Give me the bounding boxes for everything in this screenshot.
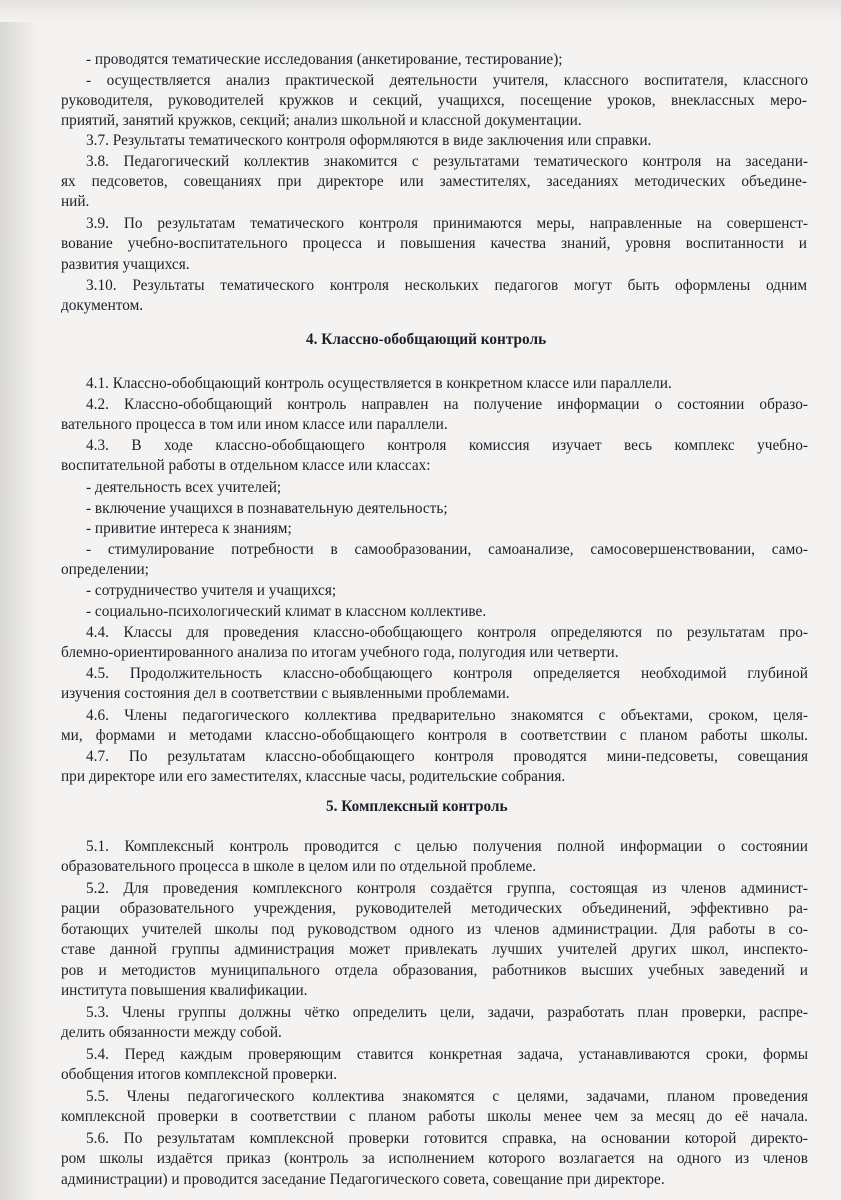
doc-line: - включение учащихся в познавательную деятельность; <box>86 500 448 517</box>
doc-line: определении; <box>61 561 149 578</box>
doc-line: ботающих учителей школы под руководством одного из членов администрации. Для работы в со- <box>61 921 808 938</box>
doc-line: воспитательной работы в отдельном классе или классах: <box>61 457 431 474</box>
doc-line: руководителя, руководителей кружков и секций, учащихся, посещение уроков, внеклассных меро- <box>61 92 807 109</box>
doc-line: документом. <box>61 297 144 314</box>
doc-line: 4.3. В ходе классно-обобщающего контроля комиссия изучает весь комплекс учебно- <box>86 437 808 454</box>
doc-line: ми, формами и методами классно-обобщающего контроля в соответствии с планом работы школы. <box>61 727 808 744</box>
doc-line: 3.7. Результаты тематического контроля оформляются в виде заключения или справки. <box>86 132 652 149</box>
doc-line: ром школы издаётся приказ (контроль за исполнением которого возлагается на одного из членов <box>61 1150 808 1167</box>
doc-line: ях педсоветов, совещаниях при директоре или заместителях, заседаниях методических объедине- <box>61 173 807 190</box>
doc-line: вательного процесса в том или ином классе или параллели. <box>61 416 448 433</box>
doc-line: 5.4. Перед каждым проверяющим ставится конкретная задача, устанавливаются сроки, формы <box>86 1046 808 1063</box>
doc-line: 5.6. По результатам комплексной проверки готовится справка, на основании которой директо- <box>86 1130 808 1147</box>
doc-line: развития учащихся. <box>61 256 190 273</box>
doc-line: приятий, занятий кружков, секций; анализ школьной и классной документации. <box>61 112 582 129</box>
section-4-heading: 4. Классно-обобщающий контроль <box>306 331 547 348</box>
doc-line: 3.8. Педагогический коллектив знакомится с результатами тематического контроля на заседани- <box>86 153 808 170</box>
doc-line: вование учебно-воспитательного процесса и повышения качества знаний, уровня воспитанности и <box>61 235 807 252</box>
doc-line: делить обязанности между собой. <box>61 1024 282 1041</box>
doc-line: 3.9. По результатам тематического контроля принимаются меры, направленные на совершенст- <box>86 215 808 232</box>
doc-line: 5.2. Для проведения комплексного контроля создаётся группа, состоящая из членов админист- <box>86 880 808 897</box>
doc-line: администрации) и проводится заседание Педагогического совета, совещание при директоре. <box>61 1171 665 1188</box>
doc-line: блемно-ориентированного анализа по итогам учебного года, полугодия или четверти. <box>61 644 619 661</box>
doc-line: 4.2. Классно-обобщающий контроль направлен на получение информации о состоянии образо- <box>86 396 808 413</box>
doc-line: - деятельность всех учителей; <box>86 479 282 496</box>
doc-line: 4.5. Продолжительность классно-обобщающего контроля определяется необходимой глубиной <box>86 665 808 682</box>
doc-line: - стимулирование потребности в самообразовании, самоанализе, самосовершенствовании, само- <box>86 541 808 558</box>
doc-line: 3.10. Результаты тематического контроля нескольких педагогов могут быть оформлены одним <box>86 277 807 294</box>
doc-line: образовательного процесса в школе в целом или по отдельной проблеме. <box>61 858 537 875</box>
doc-line: 5.3. Члены группы должны чётко определить цели, задачи, разработать план проверки, распре- <box>86 1004 808 1021</box>
doc-line: 4.1. Классно-обобщающий контроль осуществляется в конкретном классе или параллели. <box>86 375 672 392</box>
doc-line: при директоре или его заместителях, классные часы, родительские собрания. <box>61 768 566 785</box>
doc-line: - проводятся тематические исследования (анкетирование, тестирование); <box>86 51 563 68</box>
doc-line: 4.6. Члены педагогического коллектива предварительно знакомятся с объектами, сроком, целя- <box>86 707 808 724</box>
doc-line: 4.4. Классы для проведения классно-обобщающего контроля определяются по результатам про- <box>86 624 808 641</box>
doc-line: 5.5. Члены педагогического коллектива знакомятся с целями, задачами, планом проведения <box>86 1088 808 1105</box>
doc-line: - привитие интереса к знаниям; <box>86 520 292 537</box>
doc-line: 4.7. По результатам классно-обобщающего контроля проводятся мини-педсоветы, совещания <box>86 748 808 765</box>
doc-line: - сотрудничество учителя и учащихся; <box>86 582 337 599</box>
section-5-heading: 5. Комплексный контроль <box>326 798 508 815</box>
doc-line: комплексной проверки в соответствии с планом работы школы менее чем за месяц до её начала. <box>61 1108 808 1125</box>
doc-line: ставе данной группы администрация может привлекать лучших учителей других школ, инспекто- <box>61 941 808 958</box>
doc-line: рации образовательного учреждения, руководителей методических объединений, эффективно ра- <box>61 900 808 917</box>
doc-line: - социально-психологический климат в классном коллективе. <box>86 603 487 620</box>
doc-line: обобщения итогов комплексной проверки. <box>61 1066 338 1083</box>
doc-line: - осуществляется анализ практической деятельности учителя, классного воспитателя, классного <box>86 72 808 89</box>
doc-line: института повышения квалификации. <box>61 982 308 999</box>
doc-line: ров и методистов муниципального отдела образования, работников высших учебных заведений и <box>61 962 808 979</box>
doc-line: 5.1. Комплексный контроль проводится с целью получения полной информации о состоянии <box>86 838 808 855</box>
doc-line: изучения состояния дел в соответствии с выявленными проблемами. <box>61 685 510 702</box>
doc-line: ний. <box>61 193 90 210</box>
